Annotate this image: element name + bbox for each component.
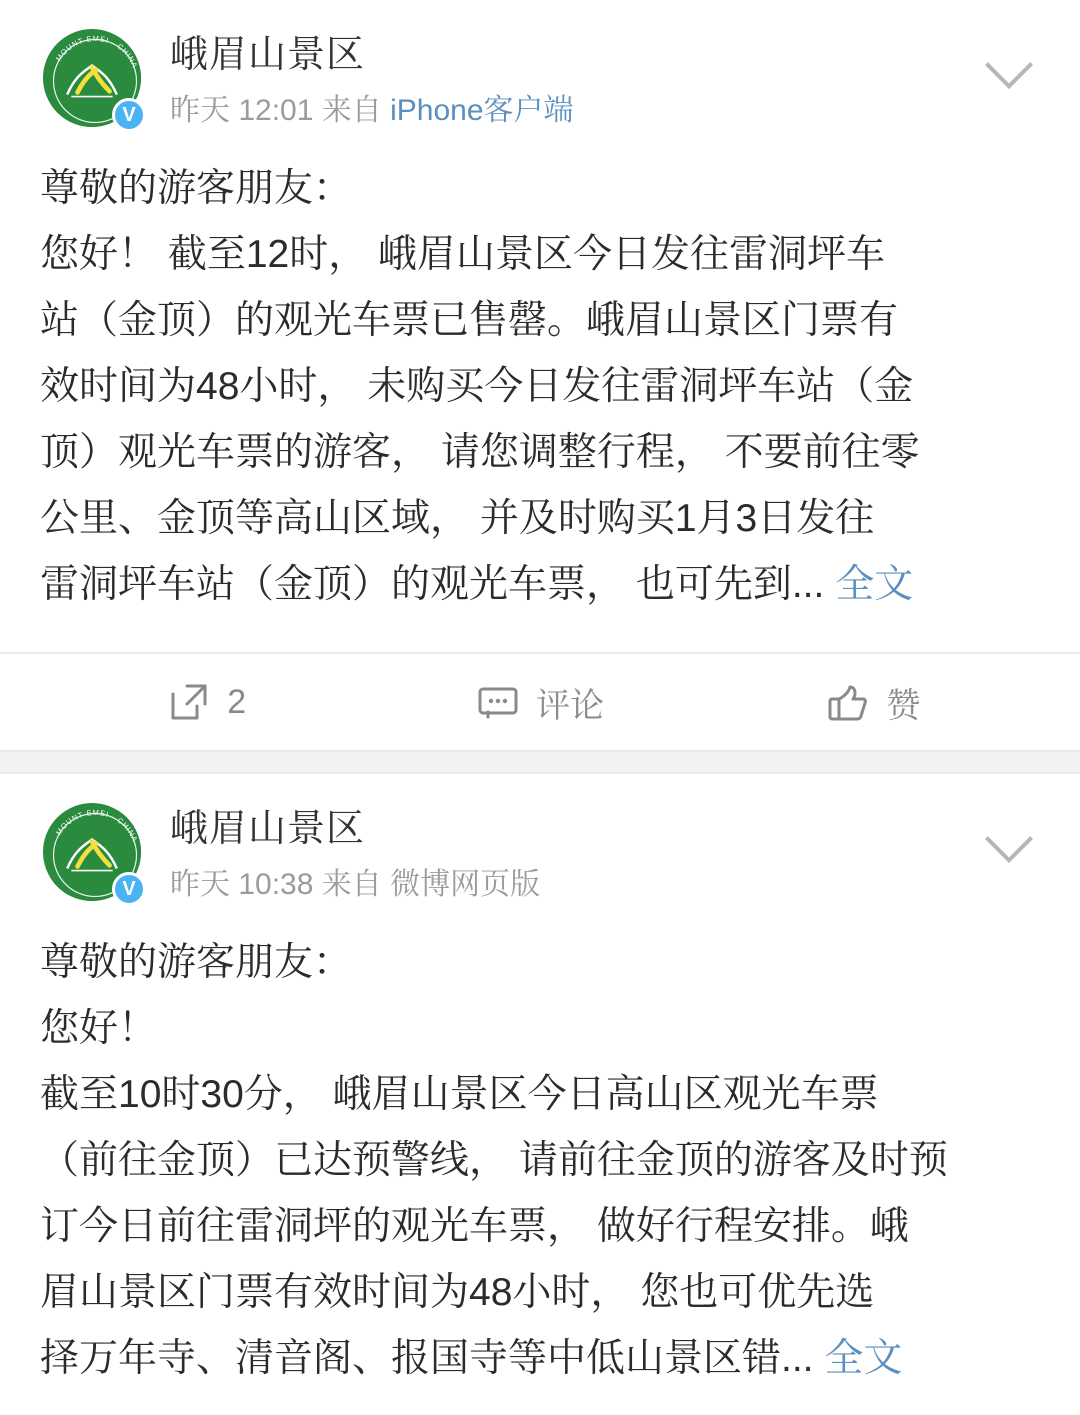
post-line-text: 择万年寺、清音阁、报国寺等中低山景区错... — [40, 1337, 814, 1380]
post-time: 昨天 12:01 — [170, 94, 314, 127]
post-meta-block — [170, 26, 980, 130]
post-line-last — [40, 1326, 1040, 1392]
comment-label: 评论 — [535, 686, 604, 725]
avatar[interactable] — [40, 26, 144, 130]
source-link[interactable]: 微博网页版 — [390, 868, 541, 901]
chevron-down-icon[interactable] — [980, 32, 1040, 92]
comment-button[interactable] — [373, 678, 706, 727]
post-line-text: 雷洞坪车站（金顶）的观光车票， 也可先到... — [40, 563, 825, 606]
repost-icon — [167, 680, 211, 724]
verified-badge: V — [112, 98, 146, 132]
post-time: 昨天 10:38 — [170, 868, 314, 901]
thumbs-up-icon — [826, 680, 870, 724]
post-header — [0, 0, 1080, 130]
post-meta — [170, 92, 980, 130]
post-line: 公里、金顶等高山区域， 并及时购买1月3日发往 — [40, 497, 875, 540]
expand-full-text-link[interactable]: 全文 — [835, 563, 914, 606]
post-line-last — [40, 552, 1040, 618]
post-line: （前往金顶）已达预警线， 请前往金顶的游客及时预 — [40, 1139, 948, 1182]
post-line: 您好！ 截至12时， 峨眉山景区今日发往雷洞坪车 — [40, 233, 886, 276]
author-name[interactable]: 峨眉山景区 — [170, 34, 366, 76]
post-meta — [170, 866, 980, 904]
source-prefix: 来自 — [321, 868, 382, 901]
post-line: 截至10时30分， 峨眉山景区今日高山区观光车票 — [40, 1073, 879, 1116]
post-line: 您好！ — [40, 1007, 158, 1050]
post-line: 顶）观光车票的游客， 请您调整行程， 不要前往零 — [40, 431, 920, 474]
post-line: 订今日前往雷洞坪的观光车票， 做好行程安排。峨 — [40, 1205, 909, 1248]
post-content — [0, 904, 1080, 1392]
repost-count: 2 — [227, 682, 247, 721]
post-line: 尊敬的游客朋友： — [40, 167, 353, 210]
post-card — [0, 774, 1080, 1392]
post-actions — [0, 652, 1080, 750]
svg-text:MOUNT EMEI · CHINA: MOUNT EMEI · CHINA — [54, 33, 140, 70]
post-line: 尊敬的游客朋友： — [40, 941, 353, 984]
comment-icon — [476, 680, 520, 724]
post-meta-block — [170, 800, 980, 904]
expand-full-text-link[interactable]: 全文 — [824, 1337, 903, 1380]
repost-button[interactable] — [40, 680, 373, 724]
like-button[interactable] — [707, 678, 1040, 727]
post-content — [0, 130, 1080, 618]
verified-badge: V — [112, 872, 146, 906]
post-header — [0, 774, 1080, 904]
svg-text:MOUNT EMEI · CHINA: MOUNT EMEI · CHINA — [54, 807, 140, 844]
post-line: 眉山景区门票有效时间为48小时， 您也可优先选 — [40, 1271, 875, 1314]
post-line: 效时间为48小时， 未购买今日发往雷洞坪车站（金 — [40, 365, 914, 408]
like-label: 赞 — [886, 686, 921, 725]
post-line: 站（金顶）的观光车票已售罄。峨眉山景区门票有 — [40, 299, 899, 342]
author-name[interactable]: 峨眉山景区 — [170, 808, 366, 850]
chevron-down-icon[interactable] — [980, 806, 1040, 866]
feed-divider — [0, 750, 1080, 774]
avatar[interactable] — [40, 800, 144, 904]
source-prefix: 来自 — [321, 94, 382, 127]
source-link[interactable]: iPhone客户端 — [390, 94, 574, 127]
